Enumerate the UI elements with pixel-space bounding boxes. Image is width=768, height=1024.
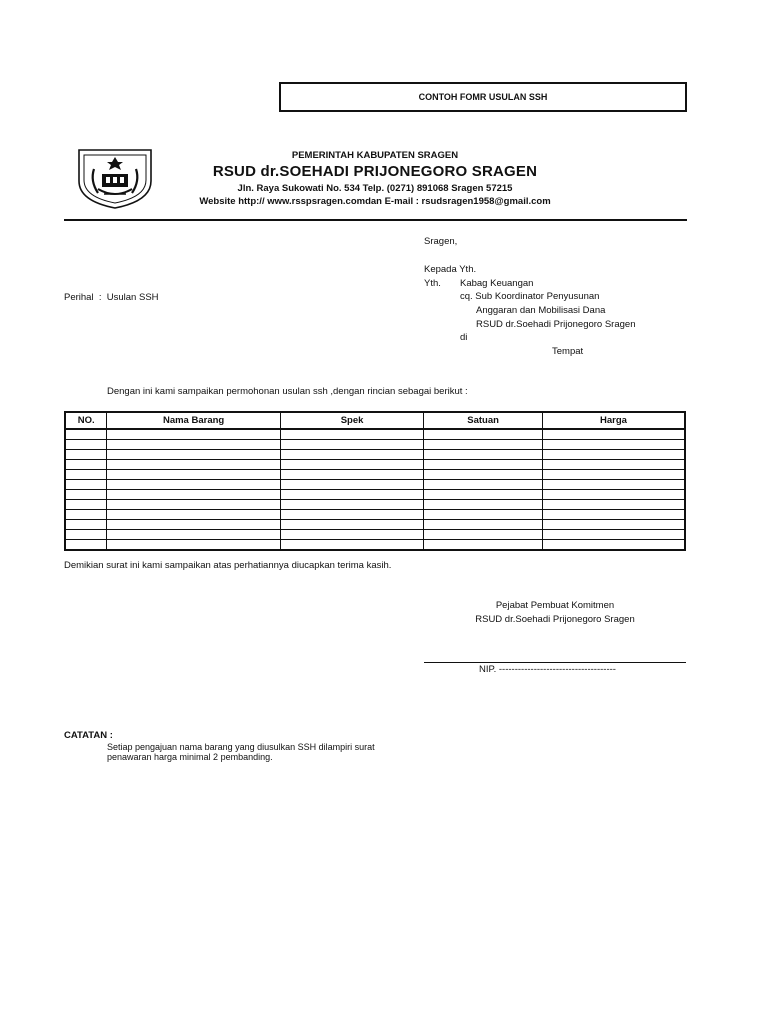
recipient-line-1: Kabag Keuangan [460, 278, 534, 289]
table-cell [107, 510, 280, 520]
table-row [65, 460, 685, 470]
recipient-kepada: Kepada Yth. [424, 264, 477, 275]
table-cell [280, 429, 424, 440]
table-cell [280, 480, 424, 490]
table-cell [65, 520, 107, 530]
intro-text: Dengan ini kami sampaikan permohonan usulan ssh ,dengan rincian sebagai berikut : [107, 386, 468, 397]
table-row [65, 429, 685, 440]
hospital-name: RSUD dr.SOEHADI PRIJONEGORO SRAGEN [212, 163, 538, 180]
col-header-no: NO. [65, 412, 107, 429]
table-cell [107, 450, 280, 460]
recipient-tempat: Tempat [552, 346, 584, 357]
form-title: CONTOH FOMR USULAN SSH [418, 92, 548, 102]
col-header-spek: Spek [280, 412, 424, 429]
signatory-role: Pejabat Pembuat Komitmen [495, 600, 615, 611]
table-row [65, 470, 685, 480]
table-row [65, 440, 685, 450]
hospital-address: Jln. Raya Sukowati No. 534 Telp. (0271) 891068 Sragen 57215 [237, 183, 513, 194]
hospital-website-email: Website http:// www.rsspsragen.comdan E-mail : rsudsragen1958@gmail.com [199, 196, 551, 207]
table-row [65, 540, 685, 551]
table-cell [280, 440, 424, 450]
recipient-di: di [460, 332, 468, 343]
table-header-row [65, 412, 685, 429]
table-cell [107, 470, 280, 480]
notes-label: CATATAN : [64, 730, 113, 741]
table-cell [542, 429, 685, 440]
table-row [65, 530, 685, 540]
notes-line-1: Setiap pengajuan nama barang yang diusulkan SSH dilampiri surat [107, 742, 375, 752]
table-cell [424, 520, 543, 530]
table-cell [107, 429, 280, 440]
table-row [65, 480, 685, 490]
items-table [64, 411, 686, 551]
signatory-organization: RSUD dr.Soehadi Prijonegoro Sragen [475, 614, 635, 625]
table-cell [65, 460, 107, 470]
table-cell [280, 490, 424, 500]
table-cell [542, 510, 685, 520]
table-cell [542, 500, 685, 510]
table-cell [424, 450, 543, 460]
col-header-satuan: Satuan [424, 412, 543, 429]
subject-perihal: Perihal : Usulan SSH [64, 292, 159, 303]
table-cell [107, 480, 280, 490]
recipient-line-3: Anggaran dan Mobilisasi Dana [476, 305, 606, 316]
table-cell [280, 470, 424, 480]
table-row [65, 500, 685, 510]
government-name: PEMERINTAH KABUPATEN SRAGEN [291, 150, 459, 161]
table-cell [280, 500, 424, 510]
table-cell [107, 540, 280, 551]
table-cell [65, 540, 107, 551]
signatory-nip: NIP. ------------------------------------- [479, 664, 616, 675]
table-cell [424, 429, 543, 440]
table-cell [107, 440, 280, 450]
table-cell [424, 480, 543, 490]
form-title-box [279, 82, 687, 112]
table-cell [65, 510, 107, 520]
table-cell [424, 530, 543, 540]
table-row [65, 520, 685, 530]
letterhead-divider [64, 219, 687, 221]
table-cell [424, 540, 543, 551]
table-cell [542, 520, 685, 530]
table-row [65, 510, 685, 520]
table-cell [280, 540, 424, 551]
table-cell [542, 530, 685, 540]
table-cell [65, 450, 107, 460]
place-date: Sragen, [424, 236, 458, 247]
recipient-line-4: RSUD dr.Soehadi Prijonegoro Sragen [476, 319, 636, 330]
table-row [65, 450, 685, 460]
table-cell [542, 440, 685, 450]
table-cell [107, 520, 280, 530]
table-cell [107, 490, 280, 500]
table-cell [424, 460, 543, 470]
notes-line-2: penawaran harga minimal 2 pembanding. [107, 752, 273, 762]
recipient-line-2: cq. Sub Koordinator Penyusunan [460, 291, 600, 302]
table-cell [107, 530, 280, 540]
table-cell [542, 470, 685, 480]
table-cell [280, 510, 424, 520]
table-cell [65, 500, 107, 510]
table-cell [280, 520, 424, 530]
table-cell [424, 510, 543, 520]
table-cell [280, 530, 424, 540]
col-header-nama-barang: Nama Barang [107, 412, 280, 429]
table-cell [107, 500, 280, 510]
recipient-yth: Yth. [424, 278, 441, 289]
table-cell [542, 540, 685, 551]
table-cell [65, 530, 107, 540]
table-cell [424, 470, 543, 480]
table-cell [107, 460, 280, 470]
table-cell [542, 480, 685, 490]
closing-text: Demikian surat ini kami sampaikan atas perhatiannya diucapkan terima kasih. [64, 560, 392, 571]
table-cell [280, 450, 424, 460]
table-cell [424, 490, 543, 500]
regency-emblem-logo [76, 147, 154, 210]
table-cell [65, 440, 107, 450]
table-cell [280, 460, 424, 470]
col-header-harga: Harga [542, 412, 685, 429]
table-cell [424, 500, 543, 510]
table-cell [65, 470, 107, 480]
table-cell [542, 460, 685, 470]
table-cell [542, 450, 685, 460]
table-cell [65, 480, 107, 490]
signature-line [424, 662, 686, 663]
table-row [65, 490, 685, 500]
table-cell [424, 440, 543, 450]
table-cell [65, 490, 107, 500]
table-cell [65, 429, 107, 440]
table-cell [542, 490, 685, 500]
